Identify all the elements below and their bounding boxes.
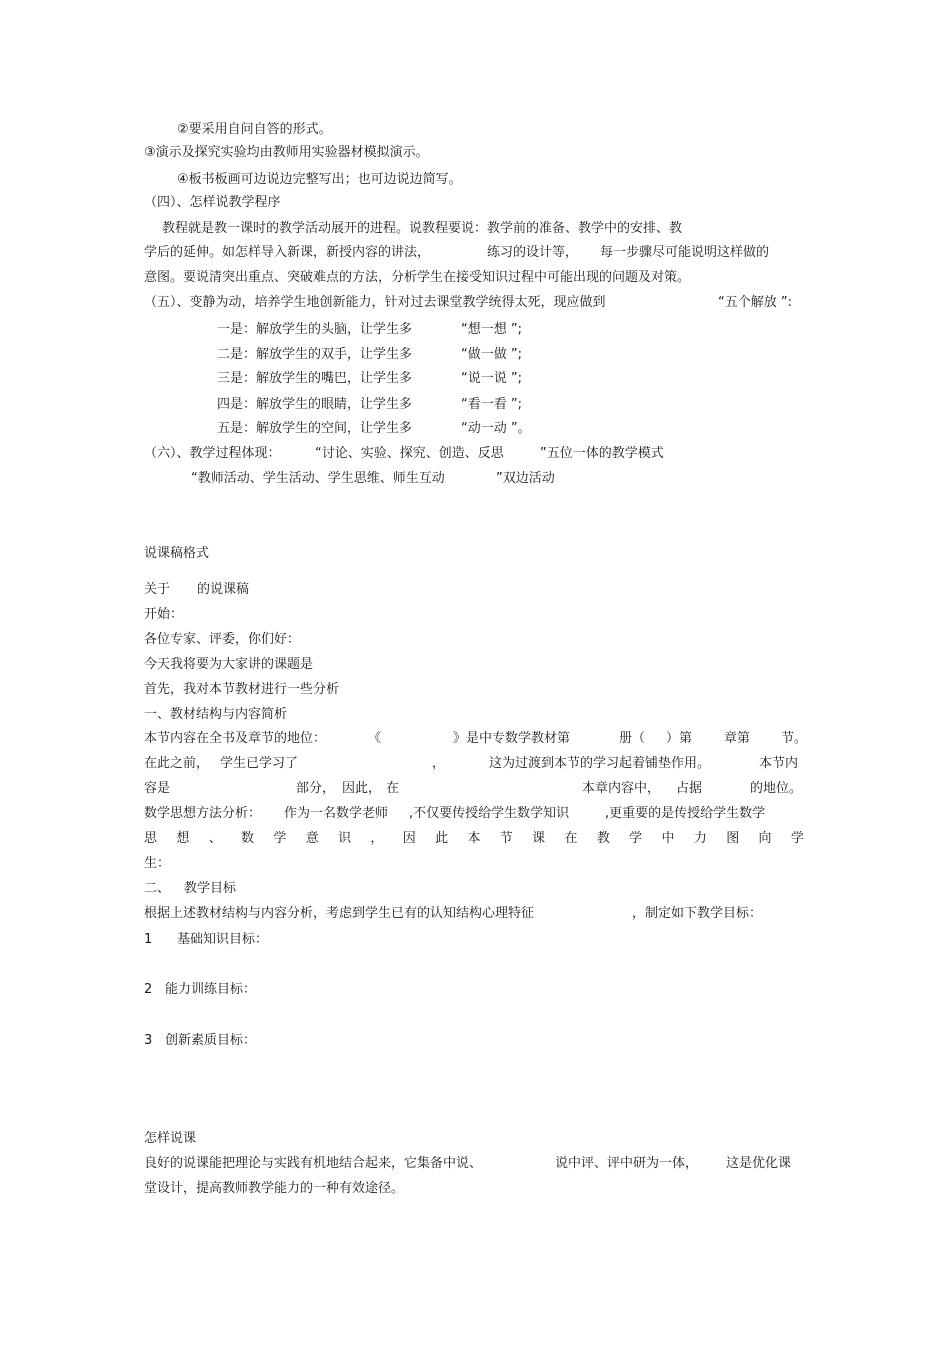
paragraph-line xyxy=(144,731,814,747)
char: 力 xyxy=(693,831,707,846)
goal-label: 能力训练目标： xyxy=(165,982,257,997)
text-segment: 在此之前， xyxy=(144,756,210,771)
text-segment: 学后的延伸。如怎样导入新课，新授内容的讲法， xyxy=(144,245,431,260)
text-segment: （六）、教学过程体现： xyxy=(144,446,281,461)
char: 向 xyxy=(758,831,772,846)
text-segment: “想一想 ”; xyxy=(461,322,522,337)
text-segment: 节。 xyxy=(781,731,808,746)
paragraph-line xyxy=(144,245,804,261)
paragraph-line xyxy=(144,906,804,922)
paragraph-line: 今天我将要为大家讲的课题是 xyxy=(144,657,314,672)
text-segment: “说一说 ”; xyxy=(461,371,522,386)
paragraph-line xyxy=(144,582,344,598)
text-segment: ， xyxy=(432,756,446,771)
text-segment: 本节内容在全书及章节的地位： xyxy=(144,731,327,746)
char: 本 xyxy=(467,831,481,846)
list-item xyxy=(217,421,537,437)
section-heading xyxy=(144,295,804,311)
char: 节 xyxy=(499,831,513,846)
char: 学 xyxy=(273,831,287,846)
text-segment: 本章内容中， xyxy=(582,781,661,796)
justified-line xyxy=(144,831,804,847)
text-segment: “五个解放 ”: xyxy=(718,295,792,310)
paragraph-line: 教程就是教一课时的教学活动展开的进程。说教程要说：教学前的准备、教学中的安排、教 xyxy=(162,221,683,236)
text-segment: 部分， xyxy=(296,781,336,796)
paragraph-line: 意图。要说清突出重点、突破难点的方法，分析学生在接受知识过程中可能出现的问题及对策。 xyxy=(144,270,691,285)
text-segment: 学生已学习了 xyxy=(220,756,299,771)
text-segment: “教师活动、学生活动、学生思维、师生互动 xyxy=(191,471,445,486)
text-segment: 占据 xyxy=(676,781,703,796)
paragraph-line xyxy=(144,1156,814,1172)
section-heading xyxy=(144,881,344,897)
text-segment: 五是：解放学生的空间，让学生多 xyxy=(217,421,413,436)
list-item xyxy=(217,322,537,338)
char: 学 xyxy=(629,831,643,846)
section-title: 说课稿格式 xyxy=(144,546,210,561)
text-segment: 的说课稿 xyxy=(197,582,250,597)
text-segment: ）第 xyxy=(666,731,693,746)
goal-item xyxy=(144,982,344,998)
text-segment: ，制定如下教学目标： xyxy=(632,906,763,921)
paragraph-line: 首先，我对本节教材进行一些分析 xyxy=(144,682,340,697)
paragraph-line xyxy=(144,781,814,797)
goal-item xyxy=(144,932,344,948)
text-segment: 这为过渡到本节的学习起着铺垫作用。 xyxy=(489,756,711,771)
text-segment: 本节内 xyxy=(759,756,799,771)
paragraph-line xyxy=(144,806,814,822)
char: 教 xyxy=(596,831,610,846)
list-item xyxy=(217,347,537,363)
char: ， xyxy=(370,831,384,846)
text-segment: 册（ xyxy=(619,731,646,746)
char: 数 xyxy=(241,831,255,846)
text-segment: 这是优化课 xyxy=(726,1156,792,1171)
paragraph-line xyxy=(191,471,591,487)
list-item xyxy=(217,397,537,413)
list-item xyxy=(217,371,537,387)
text-segment: 每一步骤尽可能说明这样做的 xyxy=(600,245,770,260)
goal-number: 2 xyxy=(144,982,153,997)
paragraph-line: 开始： xyxy=(144,607,184,622)
text-segment: 因此， xyxy=(342,781,382,796)
text-segment: 二是：解放学生的双手，让学生多 xyxy=(217,347,413,362)
section-title: 怎样说课 xyxy=(144,1131,197,1146)
paragraph-line: 堂设计，提高教师教学能力的一种有效途径。 xyxy=(144,1181,405,1196)
list-item: ④板书板画可边说边完整写出；也可边说边简写。 xyxy=(177,172,462,187)
text-segment: 关于 xyxy=(144,582,171,597)
text-segment: 作为一名数学老师 xyxy=(284,806,389,821)
char: 识 xyxy=(338,831,352,846)
char: 思 xyxy=(144,831,158,846)
goal-label: 创新素质目标： xyxy=(165,1033,257,1048)
paragraph-line: 各位专家、评委，你们好： xyxy=(144,632,301,647)
text-segment: （五）、变静为动，培养学生地创新能力，针对过去课堂教学统得太死，现应做到 xyxy=(144,295,606,310)
goal-label: 基础知识目标： xyxy=(177,932,269,947)
char: 因 xyxy=(402,831,416,846)
goal-number: 1 xyxy=(144,932,153,947)
text-segment: 《 xyxy=(368,731,382,746)
char: 学 xyxy=(790,831,804,846)
text-segment: 四是：解放学生的眼睛，让学生多 xyxy=(217,397,413,412)
text-segment: 三是：解放学生的嘴巴，让学生多 xyxy=(217,371,413,386)
section-heading: 一、教材结构与内容简析 xyxy=(144,707,288,722)
char: 中 xyxy=(661,831,675,846)
char: 图 xyxy=(726,831,740,846)
text-segment: “做一做 ”; xyxy=(461,347,522,362)
text-segment: 练习的设计等， xyxy=(487,245,579,260)
text-segment: 的地位。 xyxy=(750,781,803,796)
char: 此 xyxy=(435,831,449,846)
text-segment: 》是中专数学教材第 xyxy=(453,731,571,746)
text-segment: 在 xyxy=(386,781,400,796)
char: 意 xyxy=(305,831,319,846)
char: 在 xyxy=(564,831,578,846)
section-heading xyxy=(144,446,704,462)
text-segment: 说中评、评中研为一体， xyxy=(555,1156,699,1171)
text-segment: “动一动 ”。 xyxy=(461,421,531,436)
char: 想 xyxy=(176,831,190,846)
text-segment: 根据上述教材结构与内容分析，考虑到学生已有的认知结构心理特征 xyxy=(144,906,535,921)
list-item: ②要采用自问自答的形式。 xyxy=(177,122,332,137)
section-heading: （四）、怎样说教学程序 xyxy=(144,195,281,210)
paragraph-line: 生： xyxy=(144,856,171,871)
paragraph-line xyxy=(144,756,814,772)
text-segment: 章第 xyxy=(724,731,751,746)
text-segment: ”双边活动 xyxy=(496,471,555,486)
text-segment: 数学思想方法分析： xyxy=(144,806,262,821)
char: 、 xyxy=(208,831,222,846)
text-segment: 一是：解放学生的头脑，让学生多 xyxy=(217,322,413,337)
text-segment: ,不仅要传授给学生数学知识 xyxy=(409,806,570,821)
goal-item xyxy=(144,1033,344,1049)
text-segment: “看一看 ”; xyxy=(461,397,522,412)
list-item: ③演示及探究实验均由教师用实验器材模拟演示。 xyxy=(144,145,429,160)
text-segment: 容是 xyxy=(144,781,171,796)
text-segment: “讨论、实验、探究、创造、反思 xyxy=(315,446,504,461)
text-segment: ”五位一体的教学模式 xyxy=(540,446,664,461)
goal-number: 3 xyxy=(144,1033,153,1048)
text-segment: 教学目标 xyxy=(184,881,237,896)
text-segment: ,更重要的是传授给学生数学 xyxy=(605,806,766,821)
text-segment: 二、 xyxy=(144,881,171,896)
char: 课 xyxy=(532,831,546,846)
text-segment: 良好的说课能把理论与实践有机地结合起来，它集备中说、 xyxy=(144,1156,483,1171)
